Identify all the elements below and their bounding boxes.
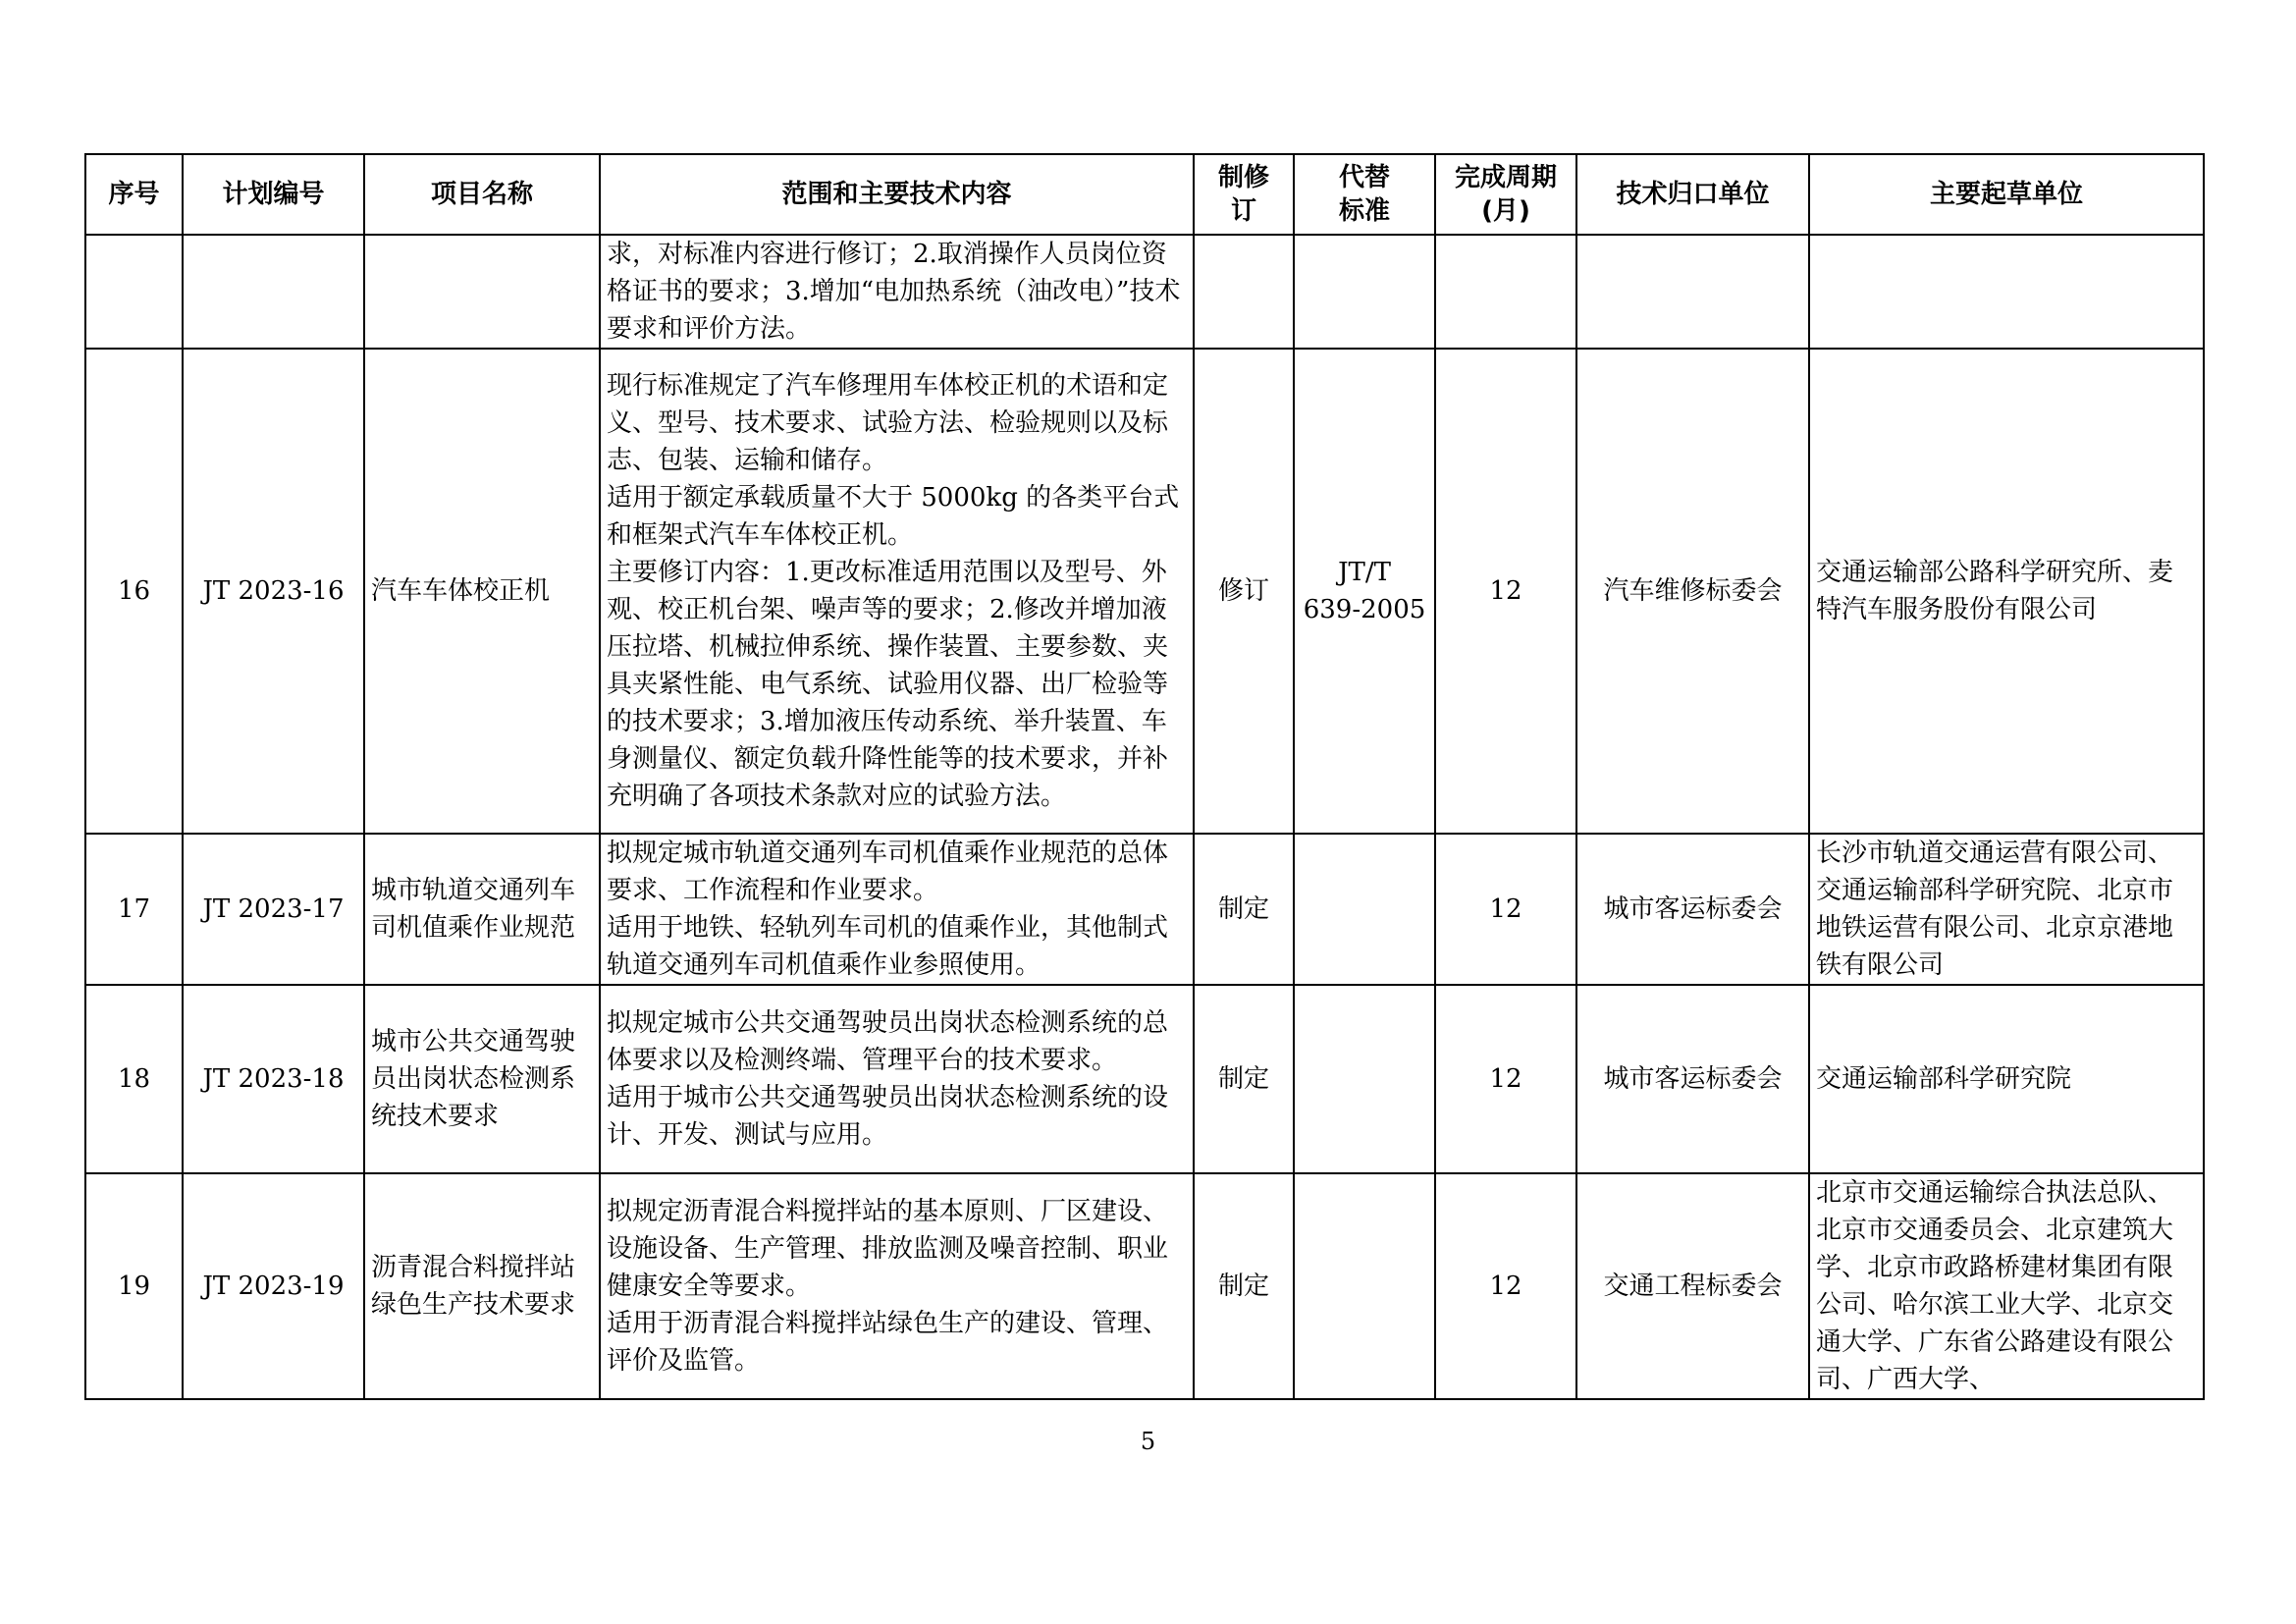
content-paragraph: 适用于沥青混合料搅拌站绿色生产的建设、管理、评价及监管。 <box>607 1309 1169 1376</box>
cell-serial-no: 17 <box>85 834 183 985</box>
header-completion-period: 完成周期 (月) <box>1435 154 1576 235</box>
cell-revision-type: 制定 <box>1194 834 1294 985</box>
content-paragraph: 求，对标准内容进行修订；2.取消操作人员岗位资格证书的要求；3.增加“电加热系统（油改电）”技术要求和评价方法。 <box>607 240 1181 344</box>
cell-completion-period: 12 <box>1435 985 1576 1173</box>
cell-scope-content <box>600 834 1194 985</box>
cell-technical-committee: 交通工程标委会 <box>1576 1173 1809 1399</box>
table-row <box>85 834 2204 985</box>
cell-scope-content <box>600 985 1194 1173</box>
header-project-name: 项目名称 <box>364 154 600 235</box>
cell-drafting-units: 交通运输部公路科学研究所、麦特汽车服务股份有限公司 <box>1809 349 2204 834</box>
standards-plan-table <box>84 153 2205 1400</box>
cell-plan-no: JT 2023-16 <box>183 349 364 834</box>
cell-project-name: 城市轨道交通列车司机值乘作业规范 <box>364 834 600 985</box>
table-row <box>85 985 2204 1173</box>
cell-serial-no: 18 <box>85 985 183 1173</box>
table-header-row <box>85 154 2204 235</box>
cell-completion-period: 12 <box>1435 349 1576 834</box>
cell-revision-type: 修订 <box>1194 349 1294 834</box>
content-paragraph: 适用于额定承载质量不大于 5000kg 的各类平台式和框架式汽车车体校正机。 <box>607 483 1180 550</box>
cell-drafting-units: 北京市交通运输综合执法总队、北京市交通委员会、北京建筑大学、北京市政路桥建材集团有限公司、哈尔滨工业大学、北京交通大学、广东省公路建设有限公司、广西大学、 <box>1809 1173 2204 1399</box>
cell-project-name: 沥青混合料搅拌站绿色生产技术要求 <box>364 1173 600 1399</box>
cell-technical-committee: 城市客运标委会 <box>1576 985 1809 1173</box>
header-scope-content: 范围和主要技术内容 <box>600 154 1194 235</box>
content-paragraph: 拟规定沥青混合料搅拌站的基本原则、厂区建设、设施设备、生产管理、排放监测及噪音控制、职业健康安全等要求。 <box>607 1197 1169 1301</box>
cell-plan-no <box>183 235 364 349</box>
cell-replaced-standard <box>1294 834 1435 985</box>
table-row <box>85 235 2204 349</box>
cell-replaced-standard <box>1294 985 1435 1173</box>
content-paragraph: 现行标准规定了汽车修理用车体校正机的术语和定义、型号、技术要求、试验方法、检验规则以及标志、包装、运输和储存。 <box>607 371 1169 475</box>
cell-plan-no: JT 2023-17 <box>183 834 364 985</box>
cell-drafting-units: 交通运输部科学研究院 <box>1809 985 2204 1173</box>
cell-serial-no: 19 <box>85 1173 183 1399</box>
cell-revision-type: 制定 <box>1194 1173 1294 1399</box>
page-number: 5 <box>1140 1428 1156 1455</box>
header-plan-no: 计划编号 <box>183 154 364 235</box>
cell-scope-content <box>600 1173 1194 1399</box>
cell-serial-no: 16 <box>85 349 183 834</box>
cell-project-name: 城市公共交通驾驶员出岗状态检测系统技术要求 <box>364 985 600 1173</box>
cell-technical-committee: 汽车维修标委会 <box>1576 349 1809 834</box>
content-paragraph: 拟规定城市公共交通驾驶员出岗状态检测系统的总体要求以及检测终端、管理平台的技术要求。 <box>607 1008 1169 1075</box>
header-drafting-units: 主要起草单位 <box>1809 154 2204 235</box>
cell-scope-content <box>600 235 1194 349</box>
cell-drafting-units <box>1809 235 2204 349</box>
content-paragraph: 拟规定城市轨道交通列车司机值乘作业规范的总体要求、工作流程和作业要求。 <box>607 839 1169 905</box>
cell-plan-no: JT 2023-18 <box>183 985 364 1173</box>
table-row <box>85 1173 2204 1399</box>
content-paragraph: 主要修订内容：1.更改标准适用范围以及型号、外观、校正机台架、噪声等的要求；2.修改并增加液压拉塔、机械拉伸系统、操作装置、主要参数、夹具夹紧性能、电气系统、试验用仪器、出厂检验等的技术要求；3.增加液压传动系统、举升装置、车身测量仪、额定负载升降性能等的技术要求，并补充明确了各项技术条款对应的试验方法。 <box>607 558 1169 811</box>
cell-replaced-standard <box>1294 235 1435 349</box>
cell-drafting-units: 长沙市轨道交通运营有限公司、交通运输部科学研究院、北京市地铁运营有限公司、北京京港地铁有限公司 <box>1809 834 2204 985</box>
cell-replaced-standard: JT/T 639-2005 <box>1294 349 1435 834</box>
table-row <box>85 349 2204 834</box>
header-technical-committee: 技术归口单位 <box>1576 154 1809 235</box>
cell-scope-content <box>600 349 1194 834</box>
cell-project-name <box>364 235 600 349</box>
cell-completion-period <box>1435 235 1576 349</box>
header-serial-no: 序号 <box>85 154 183 235</box>
cell-plan-no: JT 2023-19 <box>183 1173 364 1399</box>
cell-project-name: 汽车车体校正机 <box>364 349 600 834</box>
cell-revision-type <box>1194 235 1294 349</box>
header-revision-type: 制修 订 <box>1194 154 1294 235</box>
cell-serial-no <box>85 235 183 349</box>
cell-completion-period: 12 <box>1435 834 1576 985</box>
cell-technical-committee: 城市客运标委会 <box>1576 834 1809 985</box>
cell-replaced-standard <box>1294 1173 1435 1399</box>
cell-revision-type: 制定 <box>1194 985 1294 1173</box>
content-paragraph: 适用于城市公共交通驾驶员出岗状态检测系统的设计、开发、测试与应用。 <box>607 1083 1169 1150</box>
cell-technical-committee <box>1576 235 1809 349</box>
cell-completion-period: 12 <box>1435 1173 1576 1399</box>
content-paragraph: 适用于地铁、轻轨列车司机的值乘作业，其他制式轨道交通列车司机值乘作业参照使用。 <box>607 913 1169 980</box>
header-replaced-standard: 代替 标准 <box>1294 154 1435 235</box>
